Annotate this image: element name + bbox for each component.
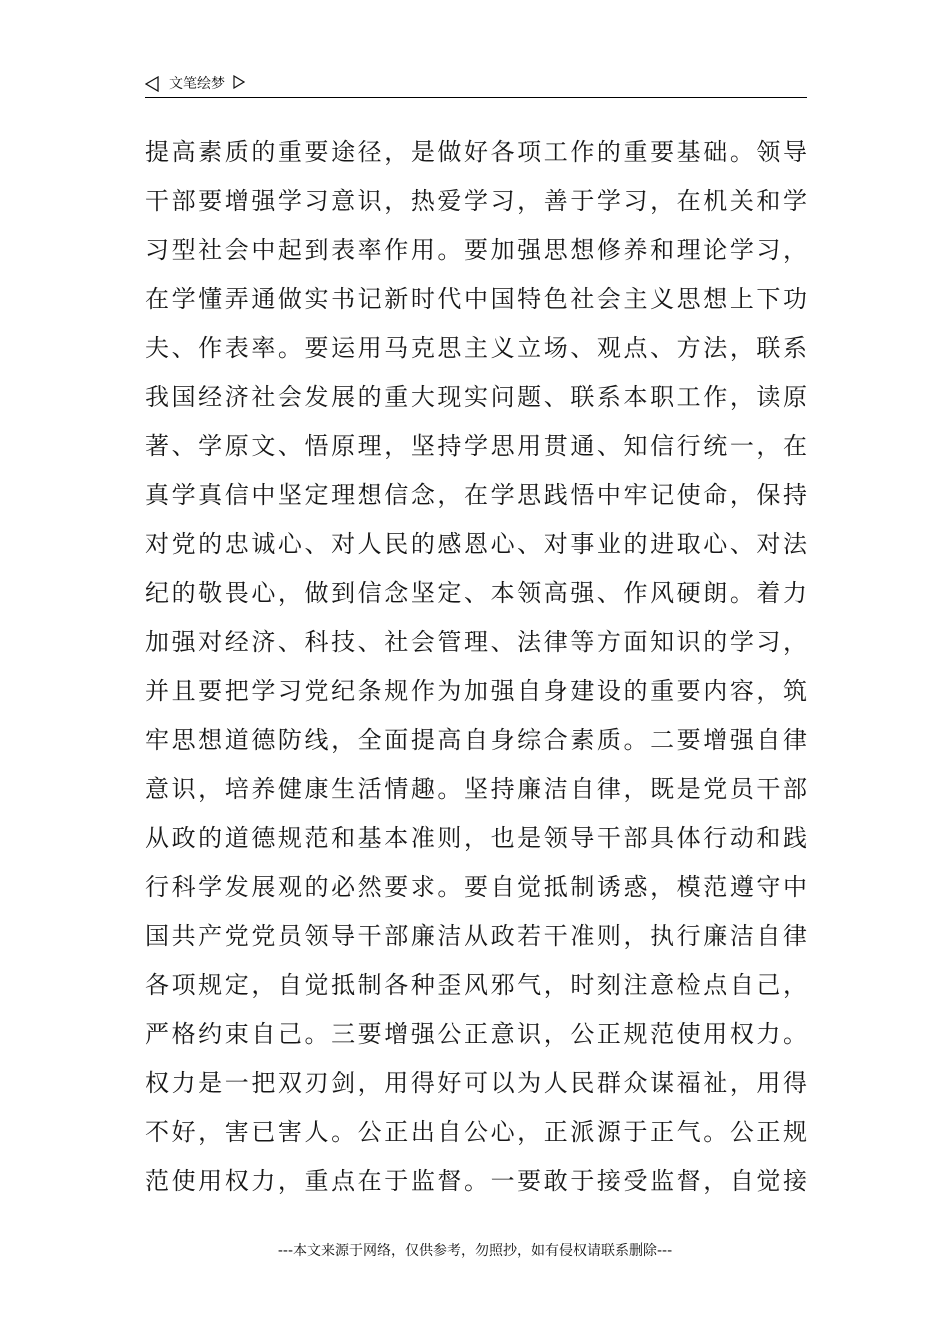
text-line: 著、学原文、悟原理，坚持学思用贯通、知信行统一，在 bbox=[145, 432, 807, 460]
text-line: 纪的敬畏心，做到信念坚定、本领高强、作风硬朗。着力 bbox=[145, 579, 807, 607]
text-line: 干部要增强学习意识，热爱学习，善于学习，在机关和学 bbox=[145, 187, 807, 215]
text-line: 范使用权力，重点在于监督。一要敢于接受监督，自觉接 bbox=[145, 1167, 807, 1195]
text-line: 习型社会中起到表率作用。要加强思想修养和理论学习， bbox=[145, 236, 807, 264]
text-line: 我国经济社会发展的重大现实问题、联系本职工作，读原 bbox=[145, 383, 807, 411]
text-line: 提高素质的重要途径，是做好各项工作的重要基础。领导 bbox=[145, 138, 807, 166]
text-line: 不好，害已害人。公正出自公心，正派源于正气。公正规 bbox=[145, 1118, 807, 1146]
page-header bbox=[145, 68, 807, 98]
text-line: 从政的道德规范和基本准则，也是领导干部具体行动和践 bbox=[145, 824, 807, 852]
text-line: 对党的忠诚心、对人民的感恩心、对事业的进取心、对法 bbox=[145, 530, 807, 558]
header-title: 文笔绘梦 bbox=[169, 76, 225, 92]
text-line: 行科学发展观的必然要求。要自觉抵制诱惑，模范遵守中 bbox=[145, 873, 807, 901]
text-line: 夫、作表率。要运用马克思主义立场、观点、方法，联系 bbox=[145, 334, 807, 362]
triangle-right-icon bbox=[233, 75, 245, 89]
header-divider bbox=[145, 97, 807, 98]
text-line: 严格约束自己。三要增强公正意识，公正规范使用权力。 bbox=[145, 1020, 807, 1048]
text-line: 意识，培养健康生活情趣。坚持廉洁自律，既是党员干部 bbox=[145, 775, 807, 803]
text-line: 各项规定，自觉抵制各种歪风邪气，时刻注意检点自己， bbox=[145, 971, 807, 999]
text-line: 在学懂弄通做实书记新时代中国特色社会主义思想上下功 bbox=[145, 285, 807, 313]
text-line: 真学真信中坚定理想信念，在学思践悟中牢记使命，保持 bbox=[145, 481, 807, 509]
document-body bbox=[145, 128, 807, 1206]
text-line: 加强对经济、科技、社会管理、法律等方面知识的学习， bbox=[145, 628, 807, 656]
text-line: 牢思想道德防线，全面提高自身综合素质。二要增强自律 bbox=[145, 726, 807, 754]
text-line: 权力是一把双刃剑，用得好可以为人民群众谋福祉，用得 bbox=[145, 1069, 807, 1097]
text-line: 国共产党党员领导干部廉洁从政若干准则，执行廉洁自律 bbox=[145, 922, 807, 950]
text-line: 并且要把学习党纪条规作为加强自身建设的重要内容，筑 bbox=[145, 677, 807, 705]
triangle-left-icon bbox=[145, 76, 159, 92]
page-footer-disclaimer: ---本文来源于网络，仅供参考，勿照抄，如有侵权请联系删除--- bbox=[277, 1243, 673, 1259]
